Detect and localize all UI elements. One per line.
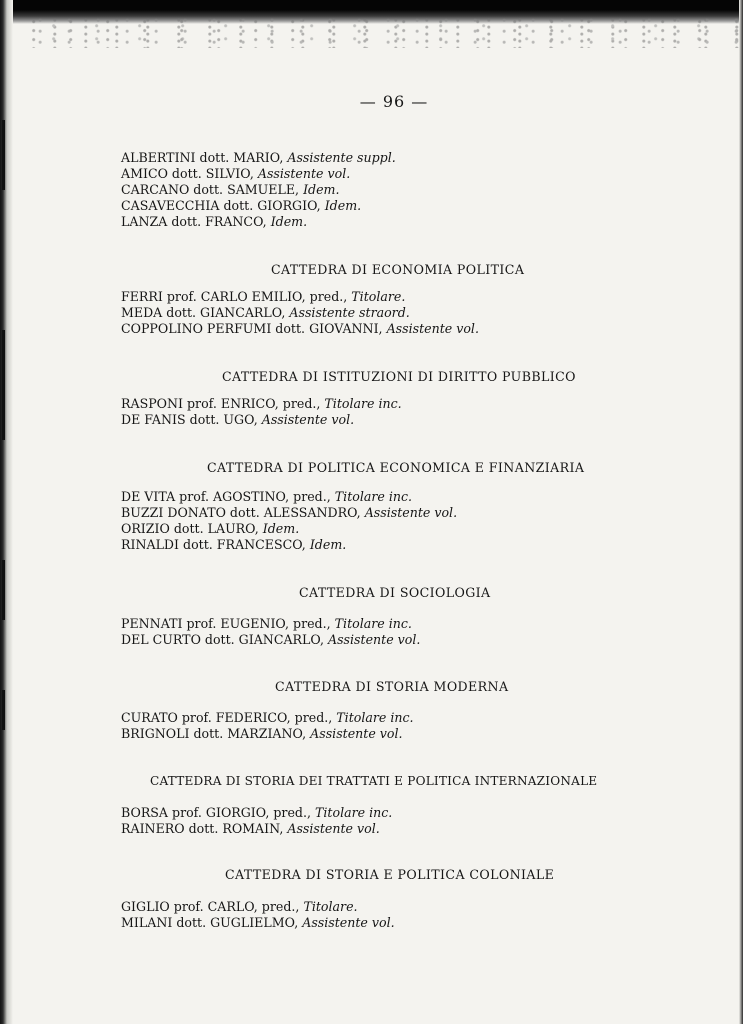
staff-name: RINALDI dott. FRANCESCO, — [121, 537, 306, 552]
staff-entry — [121, 505, 457, 521]
section-heading: CATTEDRA DI ECONOMIA POLITICA — [271, 262, 525, 277]
staff-name: DE VITA prof. AGOSTINO, pred., — [121, 489, 331, 504]
staff-role: Assistente vol. — [302, 915, 395, 930]
staff-name: CASAVECCHIA dott. GIORGIO, — [121, 198, 321, 213]
staff-role: Titolare inc. — [334, 616, 412, 631]
staff-entry — [121, 198, 361, 214]
staff-entry — [121, 396, 402, 412]
staff-name: PENNATI prof. EUGENIO, pred., — [121, 616, 331, 631]
staff-name: RASPONI prof. ENRICO, pred., — [121, 396, 321, 411]
staff-role: Assistente vol. — [261, 412, 355, 427]
staff-entry — [121, 710, 414, 726]
section-heading: CATTEDRA DI STORIA E POLITICA COLONIALE — [225, 867, 555, 882]
scan-shadow-right — [739, 0, 743, 1024]
staff-entry — [121, 899, 358, 915]
staff-name: MEDA dott. GIANCARLO, — [121, 305, 286, 320]
staff-role: Titolare. — [303, 899, 358, 914]
section-heading: CATTEDRA DI STORIA DEI TRATTATI E POLITICA INTERNAZIONALE — [150, 774, 598, 788]
staff-role: Titolare inc. — [334, 489, 413, 504]
staff-entry — [121, 150, 396, 166]
staff-role: Assistente straord. — [289, 305, 410, 320]
staff-name: LANZA dott. FRANCO, — [121, 214, 267, 229]
staff-role: Assistente suppl. — [287, 150, 396, 165]
staff-role: Idem. — [309, 537, 347, 552]
staff-entry — [121, 821, 380, 837]
staff-name: ALBERTINI dott. MARIO, — [121, 150, 284, 165]
scan-edge-mark — [2, 120, 5, 190]
staff-role: Assistente vol. — [310, 726, 403, 741]
staff-role: Idem. — [270, 214, 308, 229]
staff-name: ORIZIO dott. LAURO, — [121, 521, 259, 536]
staff-entry — [121, 616, 412, 632]
staff-role: Titolare. — [351, 289, 406, 304]
staff-role: Titolare inc. — [324, 396, 402, 411]
staff-entry — [121, 537, 346, 553]
staff-role: Titolare inc. — [336, 710, 414, 725]
staff-role: Titolare inc. — [315, 805, 393, 820]
staff-entry — [121, 521, 299, 537]
staff-role: Assistente vol. — [287, 821, 380, 836]
staff-entry — [121, 412, 354, 428]
staff-entry — [121, 632, 420, 648]
section-heading: CATTEDRA DI POLITICA ECONOMICA E FINANZIARIA — [207, 460, 585, 475]
staff-role: Idem. — [262, 521, 300, 536]
scan-noise — [30, 18, 743, 48]
page-number: — 96 — — [359, 92, 429, 111]
staff-entry — [121, 726, 403, 742]
staff-role: Assistente vol. — [364, 505, 458, 520]
staff-name: GIGLIO prof. CARLO, pred., — [121, 899, 300, 914]
staff-role: Assistente vol. — [328, 632, 421, 647]
staff-entry — [121, 805, 392, 821]
staff-name: BUZZI DONATO dott. ALESSANDRO, — [121, 505, 361, 520]
staff-name: RAINERO dott. ROMAIN, — [121, 821, 284, 836]
staff-name: DEL CURTO dott. GIANCARLO, — [121, 632, 324, 647]
staff-entry — [121, 214, 307, 230]
scan-edge-mark — [2, 560, 5, 620]
staff-entry — [121, 321, 479, 337]
staff-entry — [121, 166, 350, 182]
staff-entry — [121, 289, 405, 305]
staff-name: COPPOLINO PERFUMI dott. GIOVANNI, — [121, 321, 383, 336]
staff-name: MILANI dott. GUGLIELMO, — [121, 915, 299, 930]
staff-entry — [121, 915, 395, 931]
staff-entry — [121, 305, 410, 321]
section-heading: CATTEDRA DI ISTITUZIONI DI DIRITTO PUBBLICO — [222, 369, 576, 384]
staff-role: Idem. — [303, 182, 340, 197]
staff-name: FERRI prof. CARLO EMILIO, pred., — [121, 289, 348, 304]
section-heading: CATTEDRA DI SOCIOLOGIA — [299, 585, 491, 600]
staff-name: AMICO dott. SILVIO, — [121, 166, 254, 181]
staff-name: DE FANIS dott. UGO, — [121, 412, 258, 427]
staff-name: CURATO prof. FEDERICO, pred., — [121, 710, 333, 725]
staff-entry — [121, 182, 340, 198]
staff-name: BRIGNOLI dott. MARZIANO, — [121, 726, 307, 741]
section-heading: CATTEDRA DI STORIA MODERNA — [275, 679, 509, 694]
staff-role: Idem. — [324, 198, 362, 213]
staff-name: BORSA prof. GIORGIO, pred., — [121, 805, 311, 820]
staff-name: CARCANO dott. SAMUELE, — [121, 182, 300, 197]
staff-entry — [121, 489, 412, 505]
staff-role: Assistente vol. — [386, 321, 479, 336]
staff-role: Assistente vol. — [257, 166, 351, 181]
scan-edge-mark — [2, 690, 5, 730]
scan-edge-mark — [2, 330, 5, 440]
